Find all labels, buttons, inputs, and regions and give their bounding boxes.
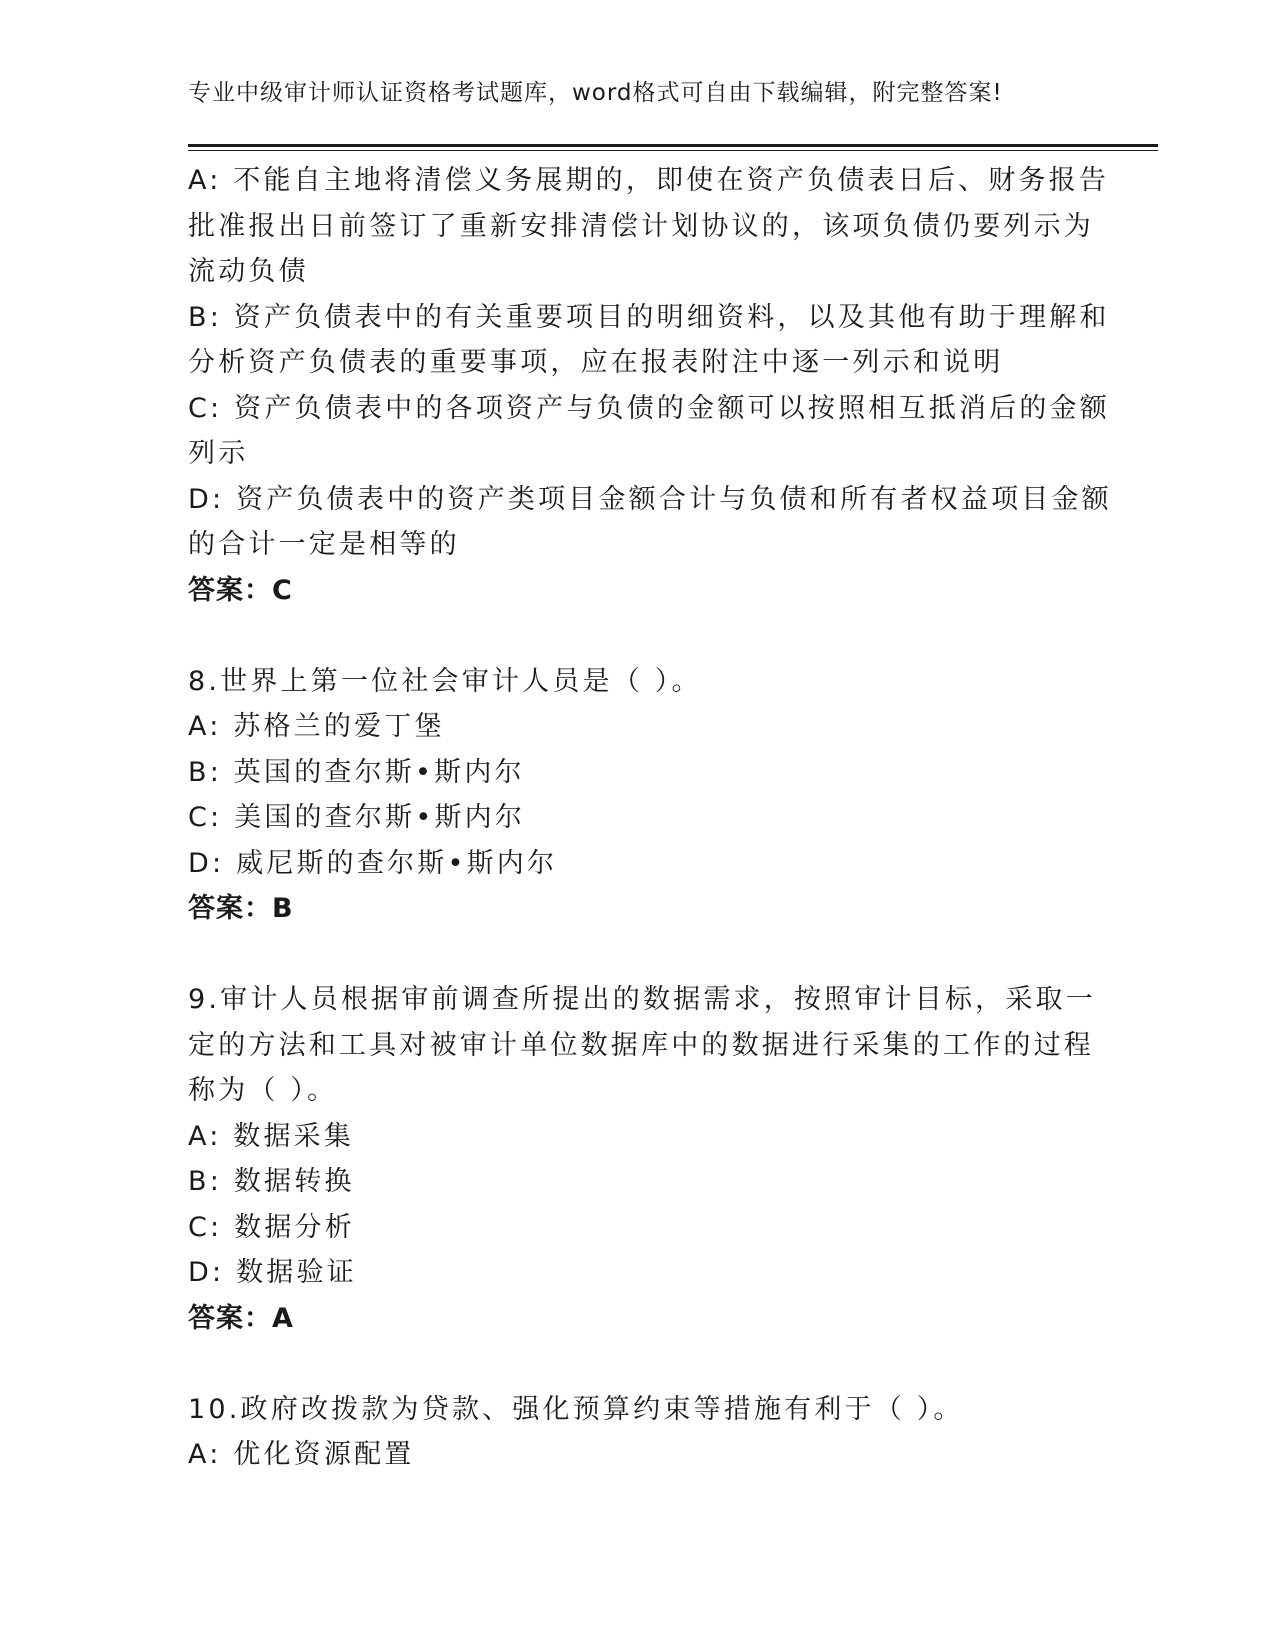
option-line: 批准报出日前签订了重新安排清偿计划协议的，该项负债仍要列示为	[188, 210, 1094, 242]
option-line: A: 不能自主地将清偿义务展期的，即使在资产负债表日后、财务报告	[188, 165, 1110, 196]
option-line: D: 资产负债表中的资产类项目金额合计与负债和所有者权益项目金额	[188, 483, 1112, 515]
option-c: C: 数据分析	[188, 1211, 355, 1243]
question-9	[188, 977, 1096, 1341]
option-d: D: 威尼斯的查尔斯•斯内尔	[188, 847, 558, 879]
question-10	[188, 1387, 1088, 1478]
option-line: 的合计一定是相等的	[188, 529, 460, 560]
prev-question-block	[188, 158, 1112, 613]
answer-line: 答案：C	[188, 574, 293, 606]
spacer	[188, 1341, 1088, 1387]
question-stem: 10.政府改拨款为贷款、强化预算约束等措施有利于（ ）。	[188, 1393, 964, 1425]
answer-line: 答案：B	[188, 893, 294, 924]
spacer	[188, 932, 1088, 978]
option-line: 流动负债	[188, 256, 309, 287]
option-d: D: 数据验证	[188, 1257, 357, 1288]
option-line: 列示	[188, 438, 249, 469]
page-header: 专业中级审计师认证资格考试题库，word格式可自由下载编辑，附完整答案!	[188, 80, 1003, 106]
option-line: B: 资产负债表中的有关重要项目的明细资料，以及其他有助于理解和	[188, 301, 1110, 333]
option-b: B: 数据转换	[188, 1166, 355, 1197]
option-b: B: 英国的查尔斯•斯内尔	[188, 756, 525, 788]
question-stem: 9.审计人员根据审前调查所提出的数据需求，按照审计目标，采取一	[188, 984, 1096, 1015]
question-8	[188, 659, 1088, 932]
header-rule-thick	[188, 144, 1158, 147]
option-a: A: 数据采集	[188, 1120, 355, 1152]
answer-line: 答案：A	[188, 1302, 294, 1334]
option-c: C: 美国的查尔斯•斯内尔	[188, 802, 526, 833]
question-stem: 定的方法和工具对被审计单位数据库中的数据进行采集的工作的过程	[188, 1029, 1094, 1061]
option-line: C: 资产负债表中的各项资产与负债的金额可以按照相互抵消后的金额	[188, 392, 1110, 424]
spacer	[188, 613, 1088, 659]
question-content	[188, 158, 1112, 1478]
header-rule-thin	[188, 150, 1158, 151]
question-stem: 称为（ ）。	[188, 1075, 338, 1106]
option-a: A: 优化资源配置	[188, 1439, 415, 1470]
option-a: A: 苏格兰的爱丁堡	[188, 711, 445, 742]
question-stem: 8.世界上第一位社会审计人员是（ ）。	[188, 665, 702, 697]
option-line: 分析资产负债表的重要事项，应在报表附注中逐一列示和说明	[188, 347, 1004, 378]
